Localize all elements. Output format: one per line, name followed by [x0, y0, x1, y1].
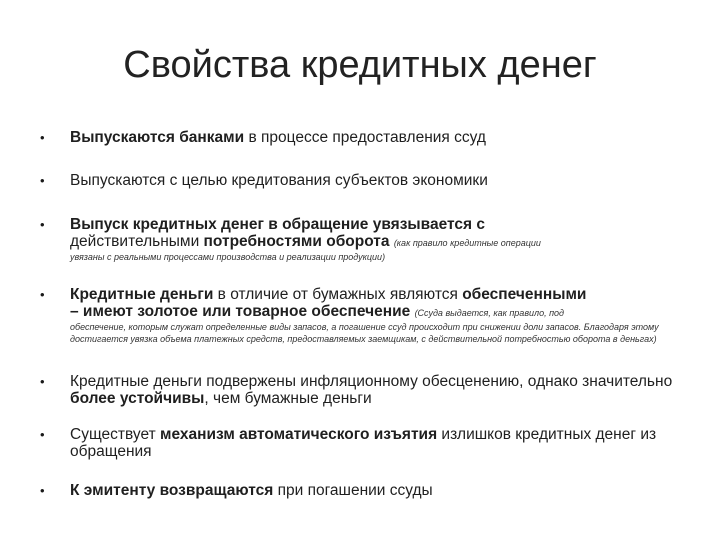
bullet-icon: • [40, 130, 45, 145]
item-note-continued: обеспечение, которым служат определенные виды запасов, а погашение ссуд происходит при снижении доли запасов. Благодаря этому достигается увязка объема платежных средств, предоставляемых заемщикам, с действительной потребностью оборота в деньгах) [70, 322, 659, 344]
list-item [40, 129, 680, 146]
bullet-icon: • [40, 483, 45, 498]
list-item [40, 426, 680, 460]
bullet-icon: • [40, 287, 45, 302]
bullet-icon: • [40, 173, 45, 188]
item-text: Существует [70, 426, 160, 443]
item-note: (Ссуда выдается, как правило, под [414, 308, 565, 318]
item-note-continued: увязаны с реальными процессами производства и реализации продукции) [70, 252, 386, 262]
item-text: действительными [70, 233, 204, 250]
list-item [40, 172, 680, 189]
item-text-bold: более устойчивы [70, 390, 205, 407]
slide-title: Свойства кредитных денег [123, 44, 597, 86]
bullet-icon: • [40, 374, 45, 389]
bullet-icon: • [40, 217, 45, 232]
bullet-icon: • [40, 427, 45, 442]
item-text: , чем бумажные деньги [204, 390, 372, 407]
item-text-bold: – имеют золотое или товарное обеспечение [70, 303, 411, 320]
item-text: в процессе предоставления ссуд [244, 129, 486, 146]
item-note: (как правило кредитные операции [393, 238, 541, 248]
item-text-bold: потребностями оборота [203, 233, 390, 250]
item-text-bold: Выпуск кредитных денег в обращение увязывается с [70, 216, 485, 233]
item-text: в отличие от бумажных являются [213, 286, 463, 303]
item-text-bold: К эмитенту возвращаются [70, 482, 274, 499]
item-text-bold: Выпускаются банками [70, 129, 245, 146]
item-text-bold: Кредитные деньги [70, 286, 214, 303]
item-text: Выпускаются с целью кредитования субъектов экономики [70, 172, 488, 189]
list-item [40, 286, 680, 345]
list-item [40, 216, 680, 263]
list-item [40, 373, 680, 407]
item-text: Кредитные деньги подвержены инфляционному обесценению, однако значительно [70, 373, 673, 390]
item-text: излишков кредитных денег из обращения [70, 426, 657, 460]
item-text: при погашении ссуды [273, 482, 433, 499]
list-item [40, 482, 680, 499]
item-text-bold: обеспеченными [462, 286, 587, 303]
item-text-bold: механизм автоматического изъятия [159, 426, 438, 443]
